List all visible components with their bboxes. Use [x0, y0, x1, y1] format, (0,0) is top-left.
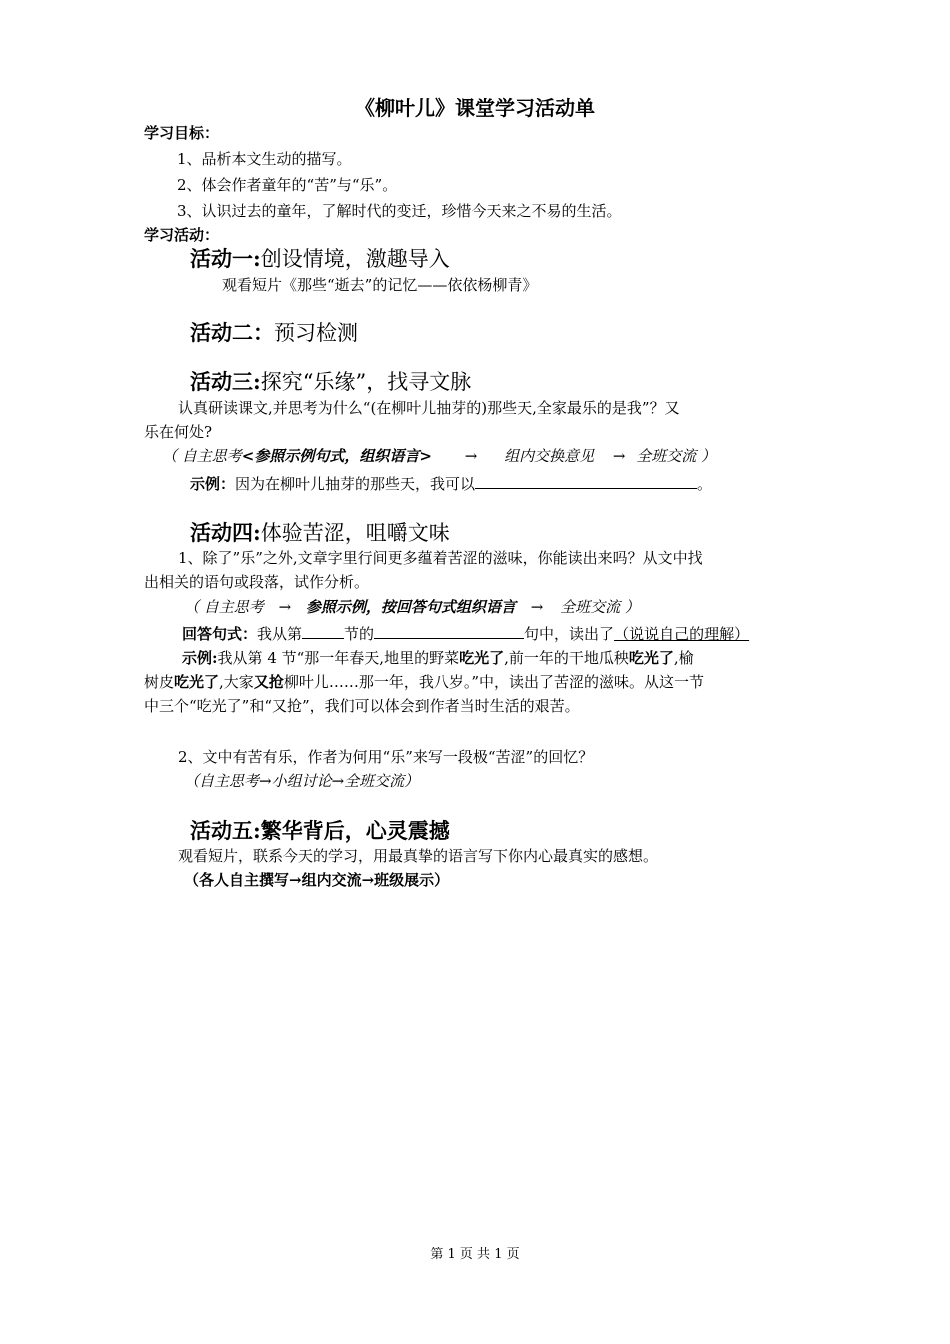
example-label: 示例:	[182, 649, 218, 667]
blank-line	[475, 473, 697, 489]
arrow-icon: →	[464, 447, 478, 465]
example-text: 树皮	[144, 673, 175, 691]
activity3-paragraph-line2: 乐在何处?	[144, 423, 213, 441]
answer-hint: （说说自己的理解）	[614, 625, 750, 643]
flow-step: 全班交流 ）	[636, 447, 716, 465]
example-emphasis: 又抢	[253, 673, 284, 691]
page-title: 《柳叶儿》课堂学习活动单	[355, 96, 595, 120]
activity4-example-line3: 中三个“吃光了”和“又抢”，我们可以体会到作者当时生活的艰苦。	[144, 697, 580, 715]
flow-step: 组内交换意见	[504, 447, 595, 465]
activity3-flow	[162, 447, 716, 465]
activity4-heading	[190, 520, 450, 546]
objectives-heading: 学习目标：	[144, 124, 220, 142]
activity1-title: 创设情境，激趣导入	[260, 247, 450, 271]
flow-guide: 参照示例，按回答句式组织语言	[305, 598, 516, 616]
activities-heading: 学习活动：	[144, 226, 220, 244]
answer-text: 句中，读出了	[524, 625, 615, 643]
example-emphasis: 吃光了	[174, 673, 220, 691]
objective-item: 3、认识过去的童年，了解时代的变迁，珍惜今天来之不易的生活。	[177, 202, 622, 220]
page-footer: 第 1 页 共 1 页	[430, 1247, 520, 1262]
activity4-flow	[184, 598, 640, 616]
blank-line	[302, 623, 344, 639]
example-text: ,大家	[219, 673, 254, 691]
activity3-example	[190, 473, 712, 493]
activity1-heading	[190, 246, 450, 272]
flow-step: 全班交流 ）	[560, 598, 640, 616]
objective-item: 2、体会作者童年的“苦”与“乐”。	[177, 176, 398, 194]
answer-label: 回答句式：	[182, 625, 258, 643]
example-text: ,前一年的干地瓜秧	[504, 649, 629, 667]
activity2-heading	[190, 320, 358, 346]
activity4-question2: 2、文中有苦有乐，作者为何用“乐”来写一段极“苦涩”的回忆？	[178, 748, 594, 766]
example-text: 因为在柳叶儿抽芽的那些天，我可以	[235, 475, 476, 493]
answer-text: 我从第	[257, 625, 303, 643]
activity4-question1-line1: 1、除了”乐”之外,文章字里行间更多蕴着苦涩的滋味，你能读出来吗？从文中找	[178, 549, 703, 567]
arrow-icon: →	[612, 447, 626, 465]
example-text: 我从第 4 节“那一年春天,地里的野菜	[217, 649, 460, 667]
activity3-paragraph-line1: 认真研读课文,并思考为什么“(在柳叶儿抽芽的)那些天,全家最乐的是我”？又	[178, 399, 680, 417]
example-text: 柳叶儿……那一年，我八岁。”中，读出了苦涩的滋味。从这一节	[283, 673, 704, 691]
activity4-example-line1	[182, 649, 694, 667]
activity4-question2-flow: （自主思考→小组讨论→全班交流）	[184, 772, 420, 790]
example-end: 。	[697, 475, 713, 493]
example-text: ,榆	[673, 649, 694, 667]
activity4-title: 体验苦涩，咀嚼文味	[260, 521, 450, 545]
activity4-answer-pattern	[182, 623, 749, 643]
activity1-text: 观看短片《那些“逝去”的记忆——依依杨柳青》	[222, 276, 538, 294]
answer-text: 节的	[344, 625, 375, 643]
activity5-flow: （各人自主撰写→组内交流→班级展示）	[184, 871, 450, 889]
activity5-text: 观看短片，联系今天的学习，用最真挚的语言写下你内心最真实的感想。	[178, 847, 659, 865]
flow-step: （ 自主思考	[162, 447, 242, 465]
arrow-icon: →	[278, 598, 292, 616]
activity3-label: 活动三:	[190, 369, 261, 394]
blank-line	[374, 623, 524, 639]
activity2-label: 活动二：	[190, 320, 274, 345]
activity3-heading	[190, 369, 471, 395]
arrow-icon: →	[530, 598, 544, 616]
flow-guide: <参照示例句式，组织语言>	[241, 447, 432, 465]
example-label: 示例：	[190, 475, 236, 493]
activity4-label: 活动四:	[190, 520, 261, 545]
activity4-question1-line2: 出相关的语句或段落，试作分析。	[144, 573, 370, 591]
activity2-title: 预习检测	[274, 321, 358, 345]
flow-step: （ 自主思考	[184, 598, 264, 616]
activity3-title: 探究“乐缘”，找寻文脉	[260, 370, 472, 394]
example-emphasis: 吃光了	[459, 649, 505, 667]
activity5-label: 活动五:	[190, 818, 261, 843]
example-emphasis: 吃光了	[628, 649, 674, 667]
activity5-heading	[190, 818, 450, 843]
activity1-label: 活动一:	[190, 246, 261, 271]
activity5-title: 繁华背后，心灵震撼	[260, 818, 450, 843]
objective-item: 1、品析本文生动的描写。	[177, 150, 352, 168]
activity4-example-line2	[144, 673, 704, 691]
